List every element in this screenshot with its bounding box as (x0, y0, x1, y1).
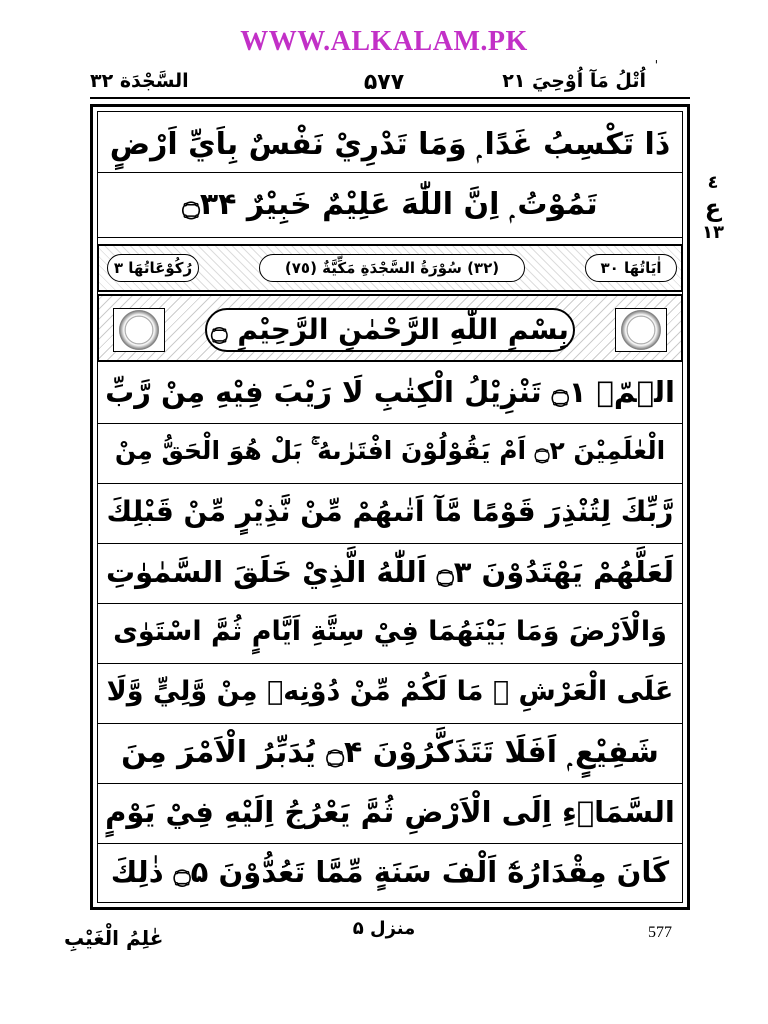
verse-line: تَمُوْتُ ۭ اِنَّ اللّٰهَ عَلِيْمٌ خَبِيْرٌ ۝۳۴ (97, 174, 683, 238)
ruku-number-bottom: ١٣ (702, 222, 724, 244)
ruku-marker (696, 172, 730, 244)
manzil-label: منزل ۵ (352, 918, 416, 939)
verse-line: لَعَلَّهُمْ يَهْتَدُوْنَ ۝۳ اَللّٰهُ الَّذِيْ خَلَقَ السَّمٰوٰتِ (97, 544, 683, 604)
verse-line: الۗمّۗ ۝۱ تَنْزِيْلُ الْكِتٰبِ لَا رَيْبَ فِيْهِ مِنْ رَّبِّ (97, 364, 683, 424)
surah-title: (٣٢) سُوْرَةُ السَّجْدَةِ مَكِّيَّةٌ (٧٥) (259, 254, 525, 282)
verse-line: كَانَ مِقْدَارُهٗٓ اَلْفَ سَنَةٍ مِّمَّا تَعُدُّوْنَ ۝۵ ذٰلِكَ (110, 855, 670, 889)
para-name: اُتْلُ مَآ اُوْحِيَ ٢١ (502, 70, 646, 92)
catchword: عٰلِمُ الْغَيْبِ (64, 926, 164, 950)
ruku-number-top: ٤ (707, 172, 719, 193)
header-rule (90, 97, 690, 99)
surah-name: السَّجْدَة ٣٢ (90, 70, 189, 92)
page-number-arabic: ۵۷۷ (363, 70, 405, 95)
page-number: 577 (648, 924, 672, 941)
bismillah-panel (97, 294, 683, 362)
verse-line: السَّمَاۗءِ اِلَى الْاَرْضِ ثُمَّ يَعْرُجُ اِلَيْهِ فِيْ يَوْمٍ (97, 784, 683, 844)
ornament-icon (113, 308, 165, 352)
ornament-icon (615, 308, 667, 352)
verse-line: رَّبِّكَ لِتُنْذِرَ قَوْمًا مَّآ اَتٰىهُمْ مِّنْ نَّذِيْرٍ مِّنْ قَبْلِكَ (97, 484, 683, 544)
header-mark: ' (654, 58, 658, 72)
verse-line: وَالْاَرْضَ وَمَا بَيْنَهُمَا فِيْ سِتَّةِ اَيَّامٍ ثُمَّ اسْتَوٰى (97, 604, 683, 664)
verse-line: ذَا تَكْسِبُ غَدًا ۭ وَمَا تَدْرِيْ نَفْسٌ بِاَيِّ اَرْضٍ (97, 118, 683, 173)
site-url[interactable]: WWW.ALKALAM.PK (240, 26, 528, 57)
bismillah: بِسْمِ اللّٰهِ الرَّحْمٰنِ الرَّحِيْمِ ۝ (205, 308, 575, 352)
ruku-letter: ع (704, 193, 722, 222)
verse-line: الْعٰلَمِيْنَ ۝۲ اَمْ يَقُوْلُوْنَ افْتَرٰىهُ ۚ بَلْ هُوَ الْحَقُّ مِنْ (97, 424, 683, 484)
ayat-count: اٰيَاتُهَا ٣٠ (585, 254, 677, 282)
verse-line: عَلَى الْعَرْشِ ۭ مَا لَكُمْ مِّنْ دُوْنِهٖ مِنْ وَّلِيٍّ وَّلَا (97, 664, 683, 724)
ruku-count: رُكُوْعَاتُهَا ٣ (107, 254, 199, 282)
verse-line: شَفِيْعٍ ۭ اَفَلَا تَتَذَكَّرُوْنَ ۝۴ يُدَبِّرُ الْاَمْرَ مِنَ (97, 724, 683, 784)
surah-banner (97, 244, 683, 292)
